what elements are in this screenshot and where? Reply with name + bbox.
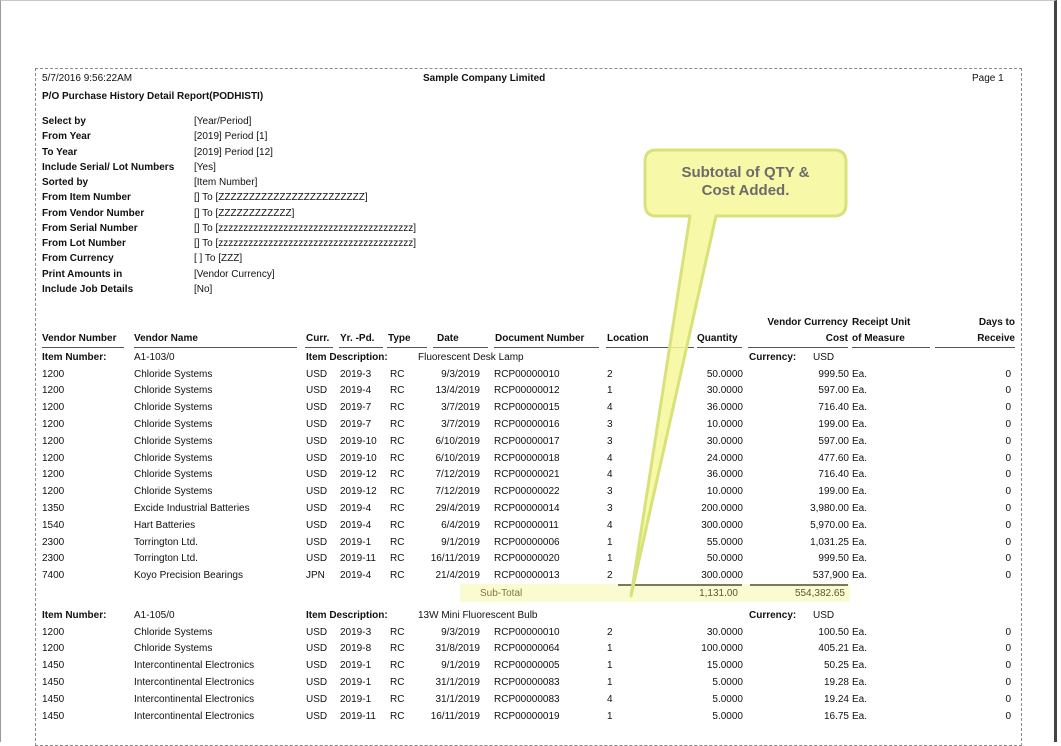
cell-type: RC: [390, 660, 405, 671]
cell-date: 3/7/2019: [441, 402, 480, 413]
col-receipt-unit: Receipt Unit: [852, 317, 911, 328]
cell-vendor-number: 2300: [42, 537, 65, 548]
callout-text-line-2: Cost Added.: [701, 182, 790, 199]
cell-date: 7/12/2019: [435, 469, 480, 480]
cell-days: 0: [1005, 694, 1011, 705]
cell-vendor-number: 1540: [42, 520, 65, 531]
cell-location: 3: [607, 503, 613, 514]
cell-currency: USD: [306, 643, 328, 654]
criteria-label: From Vendor Number: [42, 208, 145, 219]
currency-label: Currency:: [749, 352, 797, 363]
cell-quantity: 5.0000: [712, 694, 743, 705]
cell-location: 4: [607, 453, 613, 464]
cell-unit: Ea.: [852, 643, 868, 654]
cell-location: 1: [607, 553, 613, 564]
cell-date: 29/4/2019: [435, 503, 480, 514]
cell-days: 0: [1005, 486, 1011, 497]
cell-vendor-number: 1200: [42, 486, 65, 497]
item-number: A1-105/0: [134, 610, 175, 621]
cell-vendor-number: 1450: [42, 677, 65, 688]
criteria-value: [No]: [194, 284, 213, 295]
criteria-label: From Item Number: [42, 192, 131, 203]
criteria-value: [] To [zzzzzzzzzzzzzzzzzzzzzzzzzzzzzzzzzzzzzzz]: [194, 223, 417, 234]
cell-year-period: 2019-4: [340, 570, 372, 581]
cell-year-period: 2019-8: [340, 643, 372, 654]
cell-document-number: RCP00000005: [494, 660, 560, 671]
cell-document-number: RCP00000013: [494, 570, 560, 581]
cell-document-number: RCP00000083: [494, 694, 560, 705]
cell-currency: USD: [306, 503, 328, 514]
cell-location: 1: [607, 711, 613, 722]
cell-location: 4: [607, 469, 613, 480]
cell-quantity: 200.0000: [701, 503, 743, 514]
cell-vendor-number: 1200: [42, 469, 65, 480]
cell-vendor-name: Torrington Ltd.: [134, 553, 198, 564]
cell-document-number: RCP00000015: [494, 402, 560, 413]
cell-type: RC: [390, 369, 405, 380]
cell-days: 0: [1005, 385, 1011, 396]
cell-document-number: RCP00000016: [494, 419, 560, 430]
cell-cost: 100.50: [818, 627, 849, 638]
col-unit-of-measure: of Measure: [852, 333, 905, 344]
cell-vendor-name: Chloride Systems: [134, 486, 213, 497]
cell-type: RC: [390, 402, 405, 413]
cell-type: RC: [390, 520, 405, 531]
cell-type: RC: [390, 486, 405, 497]
cell-date: 6/10/2019: [435, 453, 480, 464]
criteria-label: From Year: [42, 131, 91, 142]
cell-currency: USD: [306, 553, 328, 564]
cell-year-period: 2019-11: [340, 553, 376, 564]
col-document-number: Document Number: [495, 333, 585, 344]
criteria-label: Select by: [42, 116, 86, 127]
cell-vendor-number: 1200: [42, 436, 65, 447]
item-number-label: Item Number:: [42, 352, 107, 363]
cell-year-period: 2019-12: [340, 469, 377, 480]
cell-cost: 999.50: [818, 369, 849, 380]
cell-location: 3: [607, 436, 613, 447]
cell-days: 0: [1005, 369, 1011, 380]
cell-type: RC: [390, 503, 405, 514]
cell-currency: USD: [306, 711, 328, 722]
subtotal-cost: 554,382.65: [794, 588, 845, 599]
criteria-value: [] To [zzzzzzzzzzzzzzzzzzzzzzzzzzzzzzzzzzzzzzz]: [194, 238, 417, 249]
cell-date: 31/8/2019: [435, 643, 480, 654]
cell-vendor-name: Intercontinental Electronics: [134, 677, 255, 688]
company-name: Sample Company Limited: [423, 73, 546, 84]
cell-document-number: RCP00000011: [494, 520, 559, 531]
criteria-label: Print Amounts in: [42, 269, 123, 280]
group-currency: USD: [813, 352, 835, 363]
col-quantity: Quantity: [697, 333, 738, 344]
cell-cost: 405.21: [818, 643, 849, 654]
criteria-value: [2019] Period [12]: [194, 147, 273, 158]
cell-vendor-name: Chloride Systems: [134, 402, 213, 413]
cell-location: 1: [607, 643, 613, 654]
item-description-label: Item Description:: [306, 352, 388, 363]
cell-quantity: 55.0000: [706, 537, 743, 548]
cell-cost: 537,900: [812, 570, 849, 581]
criteria-label: Sorted by: [42, 177, 89, 188]
cell-type: RC: [390, 453, 405, 464]
cell-document-number: RCP00000010: [494, 627, 560, 638]
cell-cost: 716.40: [818, 402, 849, 413]
cell-quantity: 300.0000: [701, 520, 743, 531]
cell-vendor-name: Koyo Precision Bearings: [134, 570, 243, 581]
cell-vendor-number: 1200: [42, 627, 65, 638]
col-location: Location: [607, 333, 649, 344]
cell-cost: 19.24: [823, 694, 849, 705]
cell-days: 0: [1005, 553, 1011, 564]
item-number-label: Item Number:: [42, 610, 107, 621]
cell-days: 0: [1005, 436, 1011, 447]
cell-type: RC: [390, 553, 405, 564]
cell-days: 0: [1005, 520, 1011, 531]
cell-date: 16/11/2019: [430, 711, 480, 722]
cell-cost: 1,031.25: [810, 537, 849, 548]
cell-vendor-name: Chloride Systems: [134, 436, 213, 447]
cell-unit: Ea.: [852, 469, 868, 480]
cell-cost: 477.60: [818, 453, 849, 464]
cell-type: RC: [390, 570, 405, 581]
cell-vendor-name: Chloride Systems: [134, 369, 213, 380]
cell-vendor-name: Chloride Systems: [134, 469, 213, 480]
cell-currency: JPN: [306, 570, 325, 581]
criteria-label: Include Serial/ Lot Numbers: [42, 162, 175, 173]
cell-days: 0: [1005, 469, 1011, 480]
cell-currency: USD: [306, 694, 328, 705]
cell-year-period: 2019-10: [340, 453, 377, 464]
cell-location: 2: [607, 570, 613, 581]
cell-days: 0: [1005, 711, 1011, 722]
cell-unit: Ea.: [852, 694, 868, 705]
currency-label: Currency:: [749, 610, 797, 621]
cell-year-period: 2019-1: [340, 677, 372, 688]
cell-days: 0: [1005, 402, 1011, 413]
criteria-value: [Year/Period]: [194, 116, 252, 127]
cell-quantity: 300.0000: [701, 570, 743, 581]
cell-document-number: RCP00000014: [494, 503, 560, 514]
cell-year-period: 2019-4: [340, 503, 372, 514]
cell-days: 0: [1005, 677, 1011, 688]
page-number: Page 1: [972, 73, 1004, 84]
cell-date: 31/1/2019: [435, 694, 480, 705]
cell-quantity: 36.0000: [706, 402, 743, 413]
item-description: Fluorescent Desk Lamp: [418, 352, 524, 363]
cell-quantity: 100.0000: [701, 643, 743, 654]
cell-year-period: 2019-1: [340, 660, 372, 671]
cell-days: 0: [1005, 503, 1011, 514]
cell-quantity: 50.0000: [706, 553, 743, 564]
col-date: Date: [437, 333, 459, 344]
cell-year-period: 2019-3: [340, 369, 372, 380]
cell-vendor-number: 1200: [42, 643, 65, 654]
cell-vendor-number: 1450: [42, 711, 65, 722]
cell-document-number: RCP00000017: [494, 436, 560, 447]
cell-vendor-name: Torrington Ltd.: [134, 537, 198, 548]
cell-type: RC: [390, 537, 405, 548]
cell-quantity: 10.0000: [706, 486, 743, 497]
cell-date: 9/3/2019: [441, 369, 480, 380]
cell-year-period: 2019-10: [340, 436, 377, 447]
cell-quantity: 36.0000: [706, 469, 743, 480]
cell-currency: USD: [306, 385, 328, 396]
cell-document-number: RCP00000012: [494, 385, 560, 396]
cell-year-period: 2019-4: [340, 520, 372, 531]
cell-location: 4: [607, 402, 613, 413]
cell-date: 31/1/2019: [435, 677, 480, 688]
cell-type: RC: [390, 436, 405, 447]
cell-type: RC: [390, 627, 405, 638]
cell-quantity: 15.0000: [706, 660, 743, 671]
cell-document-number: RCP00000019: [494, 711, 560, 722]
cell-document-number: RCP00000083: [494, 677, 560, 688]
criteria-label: From Currency: [42, 253, 114, 264]
group-currency: USD: [813, 610, 835, 621]
col-days-to: Days to: [978, 317, 1015, 328]
criteria-value: [] To [ZZZZZZZZZZZZ]: [194, 208, 295, 219]
cell-document-number: RCP00000006: [494, 537, 560, 548]
cell-year-period: 2019-1: [340, 537, 372, 548]
cell-vendor-number: 1200: [42, 453, 65, 464]
cell-location: 3: [607, 419, 613, 430]
cell-days: 0: [1005, 627, 1011, 638]
cell-days: 0: [1005, 453, 1011, 464]
cell-unit: Ea.: [852, 537, 868, 548]
cell-year-period: 2019-1: [340, 694, 372, 705]
cell-vendor-number: 7400: [42, 570, 65, 581]
cell-vendor-name: Chloride Systems: [134, 419, 213, 430]
cell-year-period: 2019-3: [340, 627, 372, 638]
cell-days: 0: [1005, 643, 1011, 654]
cell-year-period: 2019-7: [340, 419, 372, 430]
cell-cost: 19.28: [823, 677, 849, 688]
col-type: Type: [388, 333, 411, 344]
cell-quantity: 24.0000: [706, 453, 743, 464]
criteria-label: Include Job Details: [42, 284, 134, 295]
criteria-label: To Year: [42, 147, 78, 158]
criteria-value: [Vendor Currency]: [194, 269, 275, 280]
cell-unit: Ea.: [852, 436, 868, 447]
cell-location: 1: [607, 677, 613, 688]
cell-year-period: 2019-12: [340, 486, 377, 497]
cell-vendor-name: Chloride Systems: [134, 453, 213, 464]
cell-location: 2: [607, 369, 613, 380]
cell-date: 16/11/2019: [430, 553, 480, 564]
cell-vendor-number: 1350: [42, 503, 65, 514]
col-vendor-number: Vendor Number: [42, 333, 117, 344]
cell-currency: USD: [306, 520, 328, 531]
cell-vendor-name: Chloride Systems: [134, 643, 213, 654]
cell-quantity: 50.0000: [706, 369, 743, 380]
cell-location: 4: [607, 694, 613, 705]
cell-location: 3: [607, 486, 613, 497]
cell-unit: Ea.: [852, 503, 868, 514]
col-vendor-currency: Vendor Currency: [767, 317, 848, 328]
cell-year-period: 2019-11: [340, 711, 376, 722]
cell-unit: Ea.: [852, 520, 868, 531]
cell-vendor-name: Hart Batteries: [134, 520, 196, 531]
criteria-label: From Serial Number: [42, 223, 138, 234]
subtotal-quantity: 1,131.00: [699, 588, 738, 599]
cell-document-number: RCP00000018: [494, 453, 560, 464]
cell-vendor-number: 1450: [42, 660, 65, 671]
cell-quantity: 30.0000: [706, 385, 743, 396]
cell-unit: Ea.: [852, 402, 868, 413]
cell-cost: 199.00: [818, 486, 849, 497]
cell-unit: Ea.: [852, 453, 868, 464]
cell-quantity: 5.0000: [712, 677, 743, 688]
cell-vendor-name: Intercontinental Electronics: [134, 711, 255, 722]
cell-quantity: 5.0000: [712, 711, 743, 722]
cell-cost: 597.00: [818, 385, 849, 396]
cell-date: 6/10/2019: [435, 436, 480, 447]
cell-cost: 597.00: [818, 436, 849, 447]
cell-currency: USD: [306, 537, 328, 548]
cell-year-period: 2019-7: [340, 402, 372, 413]
cell-currency: USD: [306, 436, 328, 447]
cell-date: 9/3/2019: [441, 627, 480, 638]
cell-location: 1: [607, 537, 613, 548]
callout-bubble: [631, 150, 846, 596]
cell-cost: 3,980.00: [810, 503, 849, 514]
cell-document-number: RCP00000022: [494, 486, 560, 497]
cell-unit: Ea.: [852, 627, 868, 638]
cell-document-number: RCP00000010: [494, 369, 560, 380]
cell-type: RC: [390, 643, 405, 654]
criteria-value: [Yes]: [194, 162, 216, 173]
cell-document-number: RCP00000020: [494, 553, 560, 564]
cell-date: 9/1/2019: [441, 537, 480, 548]
cell-date: 21/4/2019: [435, 570, 480, 581]
criteria-value: [] To [ZZZZZZZZZZZZZZZZZZZZZZZZ]: [194, 192, 368, 203]
cell-currency: USD: [306, 419, 328, 430]
cell-document-number: RCP00000021: [494, 469, 560, 480]
cell-days: 0: [1005, 570, 1011, 581]
cell-quantity: 30.0000: [706, 436, 743, 447]
cell-date: 9/1/2019: [441, 660, 480, 671]
report-timestamp: 5/7/2016 9:56:22AM: [42, 73, 133, 84]
cell-vendor-number: 1200: [42, 385, 65, 396]
cell-location: 1: [607, 385, 613, 396]
col-year-period: Yr. -Pd.: [340, 333, 375, 344]
cell-days: 0: [1005, 419, 1011, 430]
cell-vendor-name: Intercontinental Electronics: [134, 660, 255, 671]
cell-vendor-number: 1450: [42, 694, 65, 705]
cell-currency: USD: [306, 660, 328, 671]
cell-cost: 5,970.00: [810, 520, 849, 531]
cell-currency: USD: [306, 486, 328, 497]
cell-unit: Ea.: [852, 385, 868, 396]
cell-vendor-number: 1200: [42, 419, 65, 430]
col-cost: Cost: [825, 333, 848, 344]
cell-unit: Ea.: [852, 711, 868, 722]
cell-vendor-number: 2300: [42, 553, 65, 564]
cell-days: 0: [1005, 660, 1011, 671]
col-currency: Curr.: [306, 333, 330, 344]
cell-date: 13/4/2019: [435, 385, 480, 396]
cell-quantity: 30.0000: [706, 627, 743, 638]
cell-type: RC: [390, 694, 405, 705]
cell-cost: 716.40: [818, 469, 849, 480]
cell-date: 3/7/2019: [441, 419, 480, 430]
cell-location: 4: [607, 520, 613, 531]
cell-cost: 50.25: [823, 660, 849, 671]
cell-vendor-number: 1200: [42, 402, 65, 413]
cell-quantity: 10.0000: [706, 419, 743, 430]
col-vendor-name: Vendor Name: [134, 333, 198, 344]
cell-currency: USD: [306, 453, 328, 464]
cell-date: 7/12/2019: [435, 486, 480, 497]
cell-currency: USD: [306, 469, 328, 480]
criteria-value: [ ] To [ZZZ]: [194, 253, 243, 264]
cell-unit: Ea.: [852, 486, 868, 497]
cell-date: 6/4/2019: [441, 520, 480, 531]
cell-vendor-name: Chloride Systems: [134, 385, 213, 396]
cell-currency: USD: [306, 677, 328, 688]
cell-unit: Ea.: [852, 660, 868, 671]
cell-vendor-name: Chloride Systems: [134, 627, 213, 638]
cell-cost: 999.50: [818, 553, 849, 564]
cell-type: RC: [390, 469, 405, 480]
cell-unit: Ea.: [852, 369, 868, 380]
cell-unit: Ea.: [852, 419, 868, 430]
callout-text-line-1: Subtotal of QTY &: [681, 164, 810, 181]
subtotal-label: Sub-Total: [480, 588, 523, 599]
cell-currency: USD: [306, 627, 328, 638]
col-receive: Receive: [977, 333, 1015, 344]
report-title: P/O Purchase History Detail Report(PODHISTI): [42, 91, 264, 102]
item-description: 13W Mini Fluorescent Bulb: [418, 610, 538, 621]
criteria-value: [2019] Period [1]: [194, 131, 268, 142]
cell-type: RC: [390, 385, 405, 396]
cell-unit: Ea.: [852, 677, 868, 688]
cell-vendor-name: Excide Industrial Batteries: [134, 503, 250, 514]
item-description-label: Item Description:: [306, 610, 388, 621]
cell-days: 0: [1005, 537, 1011, 548]
item-number: A1-103/0: [134, 352, 175, 363]
cell-vendor-name: Intercontinental Electronics: [134, 694, 255, 705]
criteria-value: [Item Number]: [194, 177, 258, 188]
cell-location: 2: [607, 627, 613, 638]
cell-unit: Ea.: [852, 570, 868, 581]
cell-type: RC: [390, 677, 405, 688]
cell-year-period: 2019-4: [340, 385, 372, 396]
cell-currency: USD: [306, 369, 328, 380]
cell-location: 1: [607, 660, 613, 671]
cell-unit: Ea.: [852, 553, 868, 564]
cell-document-number: RCP00000064: [494, 643, 560, 654]
cell-cost: 16.75: [823, 711, 849, 722]
cell-vendor-number: 1200: [42, 369, 65, 380]
cell-type: RC: [390, 419, 405, 430]
cell-currency: USD: [306, 402, 328, 413]
criteria-label: From Lot Number: [42, 238, 126, 249]
cell-type: RC: [390, 711, 405, 722]
cell-cost: 199.00: [818, 419, 849, 430]
